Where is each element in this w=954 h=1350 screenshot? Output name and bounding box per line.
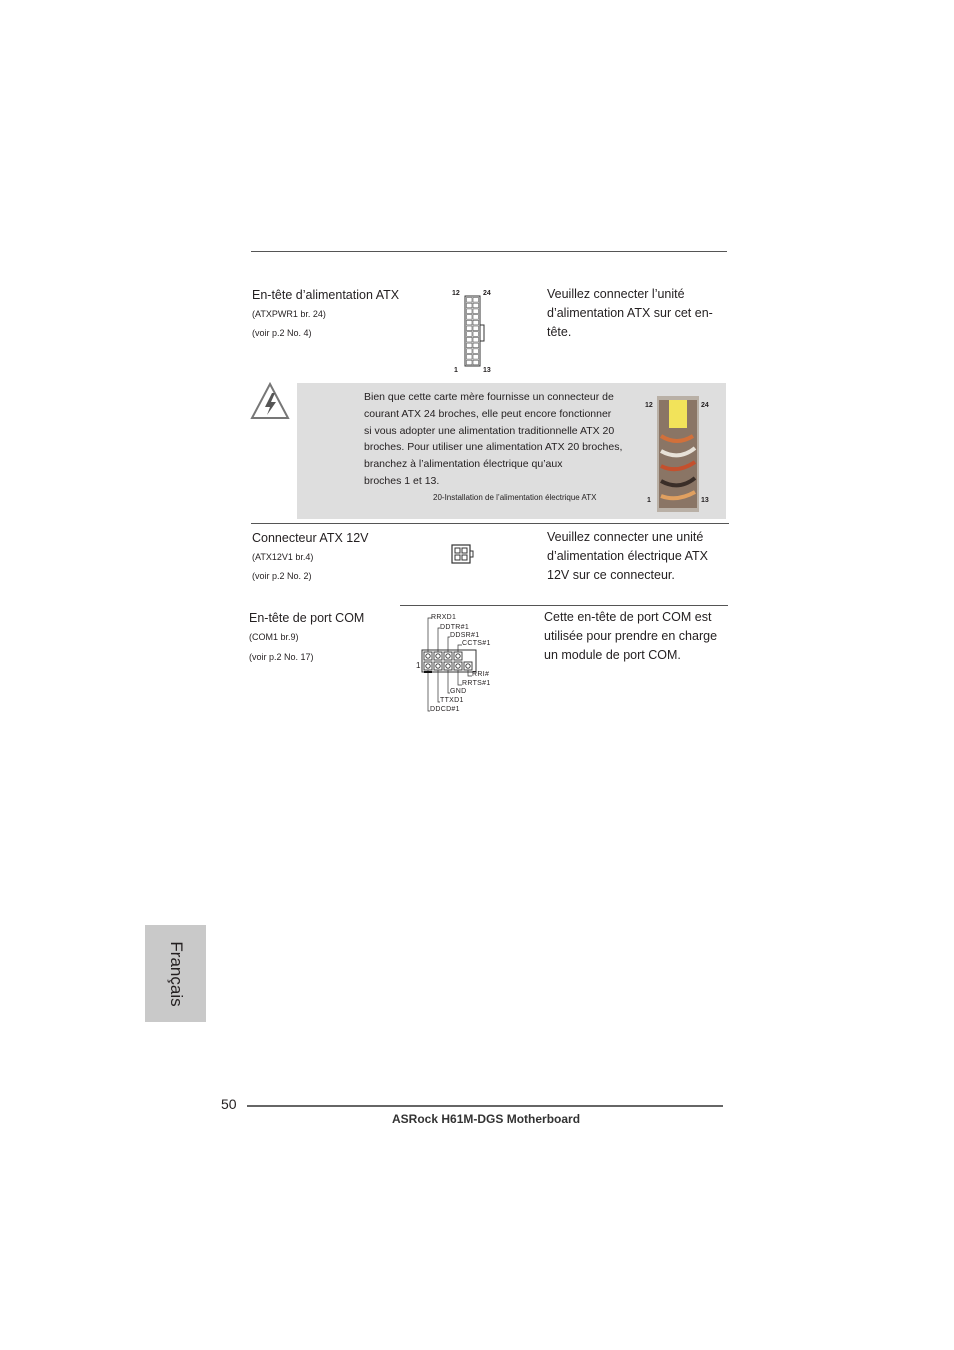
atx-pin-label: 1 xyxy=(454,367,458,374)
note-line: si vous adopter une alimentation traditionnelle ATX 20 xyxy=(364,424,615,437)
atx-power-see: (voir p.2 No. 4) xyxy=(252,328,312,338)
atx-power-description xyxy=(547,285,727,342)
desc-line: tête. xyxy=(547,325,572,339)
com-pin-label: TTXD1 xyxy=(440,697,464,704)
desc-line: d’alimentation ATX sur cet en- xyxy=(547,306,713,320)
com-see: (voir p.2 No. 17) xyxy=(249,652,314,662)
com-description xyxy=(544,608,729,665)
note-line: Bien que cette carte mère fournisse un connecteur de xyxy=(364,391,614,403)
com-pin-label: DDTR#1 xyxy=(440,624,470,631)
section-rule xyxy=(251,523,729,524)
language-tab xyxy=(145,925,206,1022)
footer-title: ASRock H61M-DGS Motherboard xyxy=(392,1112,581,1126)
atx24-connector-diagram xyxy=(462,295,488,367)
note-line: broches 1 et 13. xyxy=(364,474,440,487)
warning-triangle-icon xyxy=(250,381,290,421)
com-pin-label: RRTS#1 xyxy=(462,680,491,687)
desc-line: Veuillez connecter l’unité xyxy=(547,287,685,301)
atx12v-ref: (ATX12V1 br.4) xyxy=(252,552,314,562)
com-pin1-label: 1 xyxy=(416,661,421,670)
desc-line: un module de port COM. xyxy=(544,648,681,662)
photo-pin-label: 24 xyxy=(701,402,709,409)
com-pin-label: DDSR#1 xyxy=(450,632,480,639)
photo-pin-label: 1 xyxy=(647,497,651,504)
desc-line: utilisée pour prendre en charge xyxy=(544,629,718,643)
desc-line: Veuillez connecter une unité xyxy=(547,530,704,544)
atx12v-title: Connecteur ATX 12V xyxy=(252,531,369,545)
photo-pin-label: 13 xyxy=(701,497,709,504)
footer-rule xyxy=(247,1105,723,1107)
note-line: broches. Pour utiliser une alimentation ATX 20 broches, xyxy=(364,441,623,454)
atx12v-see: (voir p.2 No. 2) xyxy=(252,571,312,581)
com-pin-label: CCTS#1 xyxy=(462,640,491,647)
atx-pin-label: 12 xyxy=(452,290,460,297)
atx-power-ref: (ATXPWR1 br. 24) xyxy=(252,309,326,319)
note-line: branchez à l’alimentation électrique qu’aux xyxy=(364,458,563,471)
com-ref: (COM1 br.9) xyxy=(249,632,299,642)
top-rule xyxy=(251,251,727,252)
section-rule xyxy=(400,605,728,606)
desc-line: d’alimentation électrique ATX xyxy=(547,549,708,563)
com-pin-label: DDCD#1 xyxy=(430,706,460,713)
com-title: En-tête de port COM xyxy=(249,611,365,625)
atx-power-title: En-tête d’alimentation ATX xyxy=(252,288,400,302)
photo-pin-label: 12 xyxy=(645,402,653,409)
com-pin-label: RRXD1 xyxy=(431,614,457,621)
com-pin-label: GND xyxy=(450,688,467,695)
atx-installation-photo xyxy=(657,396,699,512)
language-tab-label: Français xyxy=(166,940,186,1007)
desc-line: Cette en-tête de port COM est xyxy=(544,610,712,624)
com-pin-label: RRI# xyxy=(472,671,490,678)
note-caption: 20-Installation de l’alimentation électrique ATX xyxy=(433,493,597,502)
note-line: courant ATX 24 broches, elle peut encore fonctionner xyxy=(364,407,612,420)
desc-line: 12V sur ce connecteur. xyxy=(547,568,675,582)
atx12v-description xyxy=(547,528,727,585)
atx12v-connector-diagram xyxy=(450,543,476,565)
note-text xyxy=(364,389,649,490)
page-number: 50 xyxy=(221,1096,237,1112)
atx-pin-label: 13 xyxy=(483,367,491,374)
atx-pin-label: 24 xyxy=(483,290,491,297)
